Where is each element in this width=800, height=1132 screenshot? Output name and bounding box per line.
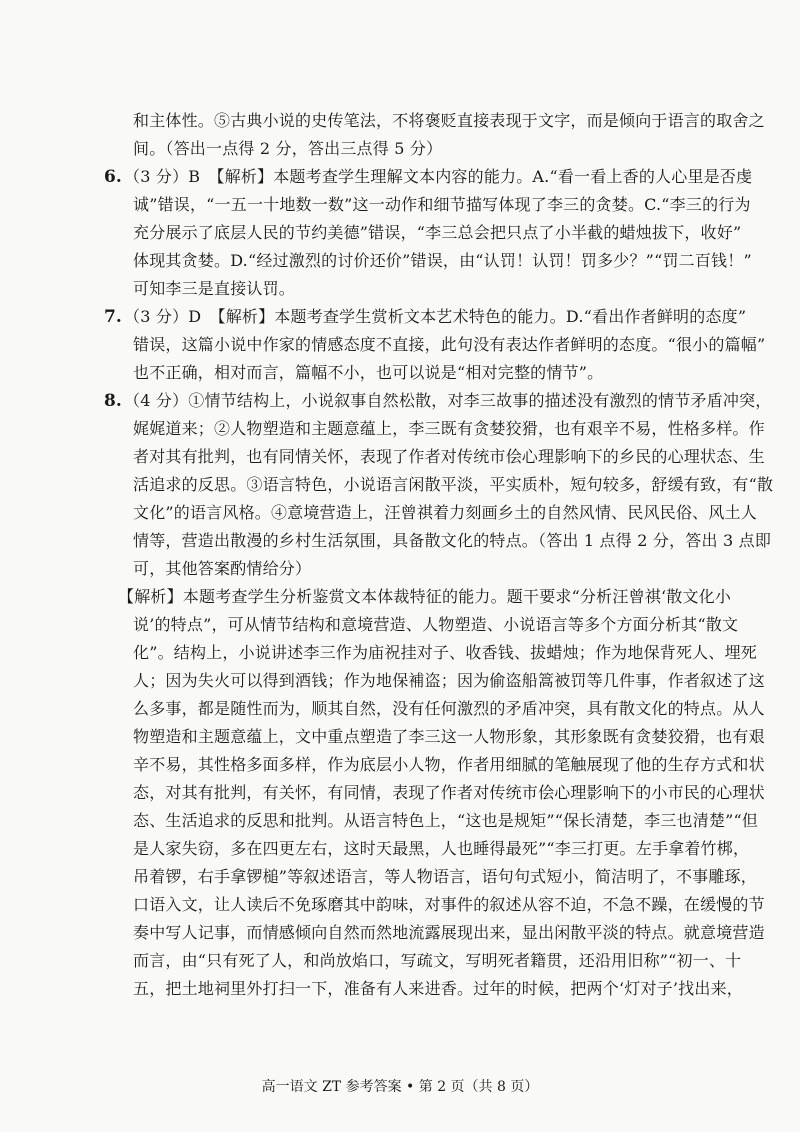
analysis-line: 辛不易，其性格多面多样，作为底层小人物，作者用细腻的笔触展现了他的生存方式和状 bbox=[133, 755, 765, 774]
analysis-line: 是人家失窃，多在四更左右，这时天最黑，人也睡得最死”“李三打更。左手拿着竹梆， bbox=[133, 839, 750, 858]
analysis-line: 【解析】本题考查学生分析鉴赏文本体裁特征的能力。题干要求“分析汪曾祺‘散文化小 bbox=[118, 587, 732, 606]
question-number-8: 8. bbox=[104, 391, 122, 411]
answer-6-line: 充分展示了底层人民的节约美德”错误，“李三总会把只点了小半截的蜡烛拔下，收好” bbox=[133, 223, 742, 242]
analysis-line: 奏中写人记事，而情感倾向自然而然地流露展现出来，显出闲散平淡的特点。就意境营造 bbox=[133, 923, 765, 942]
answer-6-line: 体现其贪婪。D.“经过激烈的讨价还价”错误，由“认罚！认罚！罚多少？”“罚二百钱！” bbox=[133, 251, 752, 270]
text-line: 间。（答出一点得 2 分，答出三点得 5 分） bbox=[133, 139, 443, 158]
analysis-line: 物塑造和主题意蕴上，文中重点塑造了李三这一人物形象，其形象既有贪婪狡猾，也有艰 bbox=[133, 727, 765, 746]
answer-8-line: 可，其他答案酌情给分） bbox=[133, 559, 312, 578]
answer-6-line: （3 分）B 【解析】本题考查学生理解文本内容的能力。A.“看一看上香的人心里是否虔 bbox=[124, 167, 753, 186]
analysis-line: 化”。结构上，小说讲述李三作为庙祝挂对子、收香钱、拔蜡烛；作为地保背死人、埋死 bbox=[133, 643, 757, 662]
answer-8-line: 娓娓道来；②人物塑造和主题意蕴上，李三既有贪婪狡猾，也有艰辛不易，性格多样。作 bbox=[133, 419, 765, 438]
analysis-line: 而言，由“只有死了人，和尚放焰口，写疏文，写明死者籍贯，还沿用旧称”“初一、十 bbox=[133, 951, 742, 970]
analysis-line: 态、生活追求的反思和批判。从语言特色上，“这也是规矩”“保长清楚，李三也清楚”“但 bbox=[133, 811, 759, 830]
answer-8-line: 者对其有批判，也有同情关怀，表现了作者对传统市侩心理影响下的乡民的心理状态、生 bbox=[133, 447, 765, 466]
analysis-line: 吊着锣，右手拿锣槌”等叙述语言，等人物语言，语句句式短小，简洁明了，不事雕琢， bbox=[133, 867, 757, 886]
answer-7-line: 错误，这篇小说中作家的情感态度不直接，此句没有表达作者鲜明的态度。“很小的篇幅” bbox=[133, 335, 766, 354]
text-line: 和主体性。⑤古典小说的史传笔法，不将褒贬直接表现于文字，而是倾向于语言的取舍之 bbox=[133, 111, 765, 130]
answer-6-line: 诚”错误，“一五一十地数一数”这一动作和细节描写体现了李三的贪婪。C.“李三的行为 bbox=[133, 195, 751, 214]
answer-6-line: 可知李三是直接认罚。 bbox=[133, 279, 296, 298]
answer-8-line: 文化”的语言风格。④意境营造上，汪曾祺着力刻画乡土的自然风情、民风民俗、风土人 bbox=[133, 503, 757, 522]
analysis-line: 人；因为失火可以得到酒钱；作为地保補盗；因为偷盗船篙被罚等几件事，作者叙述了这 bbox=[133, 671, 765, 690]
question-number-6: 6. bbox=[104, 167, 122, 187]
page-footer: 高一语文 ZT 参考答案 • 第 2 页（共 8 页） bbox=[261, 1079, 539, 1095]
analysis-line: 么多事，都是随性而为，顺其自然，没有任何激烈的矛盾冲突，具有散文化的特点。从人 bbox=[133, 699, 765, 718]
analysis-line: 说’的特点”，可从情节结构和意境营造、人物塑造、小说语言等多个方面分析其“散文 bbox=[133, 615, 739, 634]
answer-7-line: 也不正确，相对而言，篇幅不小，也可以说是“相对完整的情节”。 bbox=[133, 363, 604, 382]
answer-8-line: （4 分）①情节结构上，小说叙事自然松散，对李三故事的描述没有激烈的情节矛盾冲突， bbox=[124, 391, 772, 410]
answer-8-line: 活追求的反思。③语言特色，小说语言闲散平淡，平实质朴，短句较多，舒缓有致，有“散 bbox=[133, 475, 774, 494]
analysis-line: 五，把土地祠里外打扫一下，准备有人来进香。过年的时候，把两个‘灯对子’找出来， bbox=[133, 979, 743, 998]
question-number-7: 7. bbox=[104, 307, 122, 327]
analysis-line: 态，对其有批判，有关怀，有同情，表现了作者对传统市侩心理影响下的小市民的心理状 bbox=[133, 783, 765, 802]
analysis-line: 口语入文，让人读后不免琢磨其中韵味，对事件的叙述从容不迫，不急不躁，在缓慢的节 bbox=[133, 895, 765, 914]
answer-8-line: 情等，营造出散漫的乡村生活氛围，具备散文化的特点。（答出 1 点得 2 分，答出 3 点即 bbox=[133, 531, 772, 550]
answer-7-line: （3 分）D 【解析】本题考查学生赏析文本艺术特色的能力。D.“看出作者鲜明的态度” bbox=[124, 307, 747, 326]
